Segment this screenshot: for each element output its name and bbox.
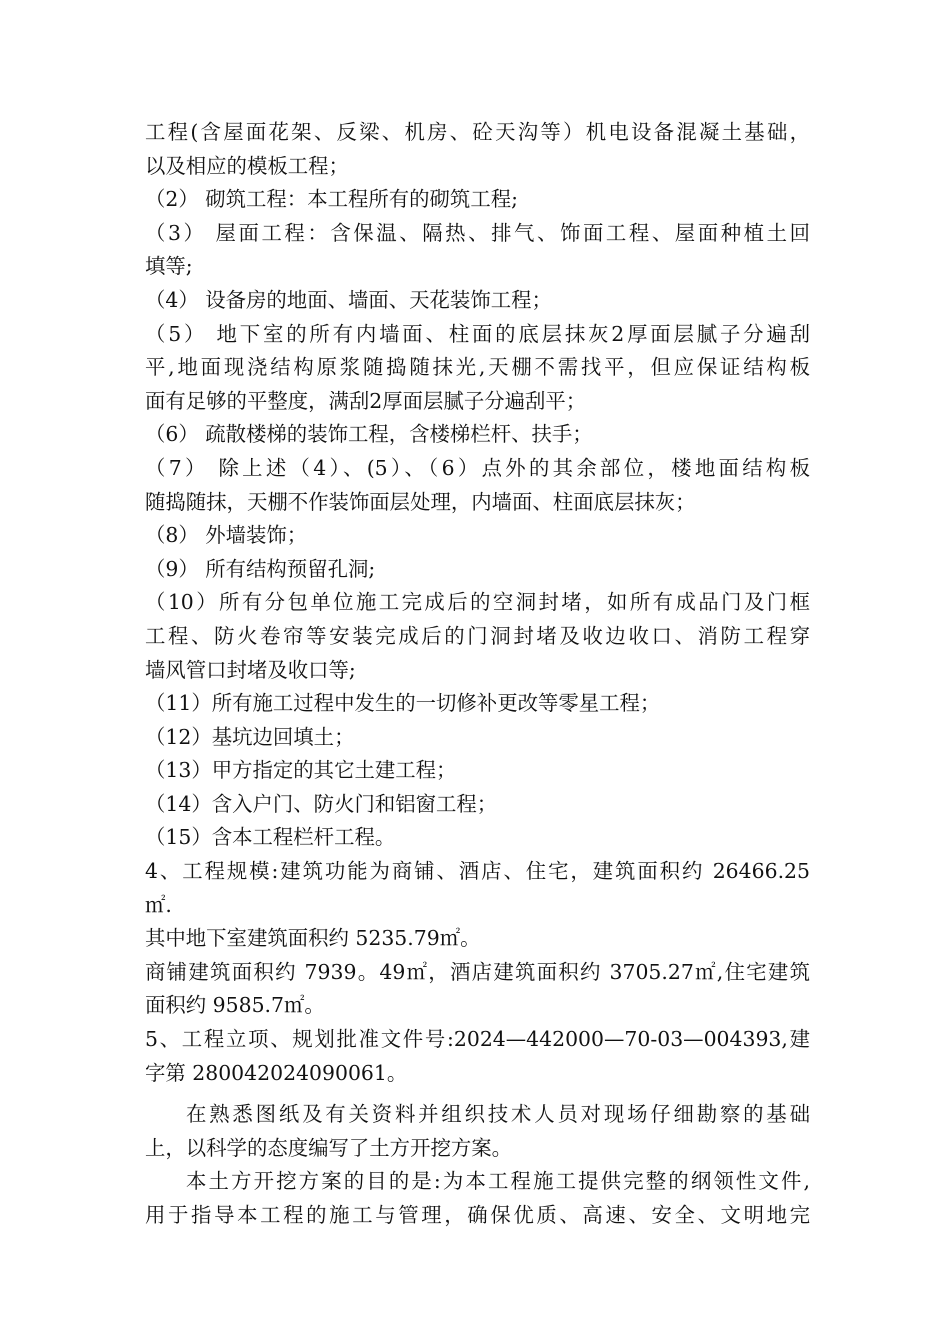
text-line: 填等; bbox=[145, 254, 193, 279]
text-line: （2） 砌筑工程：本工程所有的砌筑工程; bbox=[145, 187, 518, 212]
text-line: 工程、防火卷帘等安装完成后的门洞封堵及收边收口、消防工程穿 bbox=[145, 623, 810, 648]
text-line: 随捣随抹，天棚不作装饰面层处理，内墙面、柱面底层抹灰； bbox=[145, 489, 696, 514]
text-line: （10）所有分包单位施工完成后的空洞封堵，如所有成品门及门框 bbox=[145, 590, 810, 615]
text-line: 工程(含屋面花架、反梁、机房、砼天沟等）机电设备混凝土基础， bbox=[145, 120, 810, 144]
text-line: 面有足够的平整度，满刮2厚面层腻子分遍刮平； bbox=[145, 388, 587, 413]
text-line: 4、工程规模:建筑功能为商铺、酒店、住宅，建筑面积约 26466.25 bbox=[145, 859, 810, 884]
text-line: （12）基坑边回填土； bbox=[145, 724, 355, 749]
text-line: （3） 屋面工程：含保温、隔热、排气、饰面工程、屋面种植土回 bbox=[145, 220, 810, 245]
document-body bbox=[145, 116, 810, 1233]
text-line: （11）所有施工过程中发生的一切修补更改等零星工程； bbox=[145, 691, 661, 716]
text-line: 墙风管口封堵及收口等; bbox=[145, 657, 356, 682]
text-line: （8） 外墙装饰； bbox=[145, 523, 308, 548]
text-line: ㎡. bbox=[145, 892, 172, 917]
text-line: 商铺建筑面积约 7939。49㎡，酒店建筑面积约 3705.27㎡,住宅建筑 bbox=[145, 959, 810, 984]
text-line: （15）含本工程栏杆工程。 bbox=[145, 825, 396, 850]
text-line: （9） 所有结构预留孔洞; bbox=[145, 556, 376, 581]
text-line: 以及相应的模板工程； bbox=[145, 153, 349, 178]
text-line: （4） 设备房的地面、墙面、天花装饰工程； bbox=[145, 287, 552, 312]
text-line: 本土方开挖方案的目的是:为本工程施工提供完整的纲领性文件, bbox=[186, 1169, 810, 1194]
text-line: 上，以科学的态度编写了土方开挖方案。 bbox=[145, 1135, 513, 1160]
text-line: （14）含入户门、防火门和铝窗工程； bbox=[145, 791, 498, 816]
text-line: 面积约 9585.7㎡。 bbox=[145, 993, 325, 1018]
text-line: 字第 280042024090061。 bbox=[145, 1060, 408, 1085]
text-line: 5、工程立项、规划批准文件号:2024—442000—70-03—004393,建 bbox=[145, 1027, 810, 1052]
text-line: （7） 除上述（4）、(5）、（6）点外的其余部位，楼地面结构板 bbox=[145, 455, 810, 480]
text-line: （13）甲方指定的其它土建工程； bbox=[145, 758, 457, 783]
text-line: 其中地下室建筑面积约 5235.79㎡。 bbox=[145, 926, 481, 951]
paragraph-gap bbox=[145, 1090, 810, 1098]
text-line: 在熟悉图纸及有关资料并组织技术人员对现场仔细勘察的基础 bbox=[186, 1102, 810, 1127]
text-line: （5） 地下室的所有内墙面、柱面的底层抹灰2厚面层腻子分遍刮 bbox=[145, 321, 810, 346]
text-line: （6） 疏散楼梯的装饰工程，含楼梯栏杆、扶手； bbox=[145, 422, 593, 447]
text-line: 平,地面现浇结构原浆随捣随抹光,天棚不需找平，但应保证结构板 bbox=[145, 355, 810, 380]
text-line: 用于指导本工程的施工与管理，确保优质、高速、安全、文明地完 bbox=[145, 1203, 810, 1227]
